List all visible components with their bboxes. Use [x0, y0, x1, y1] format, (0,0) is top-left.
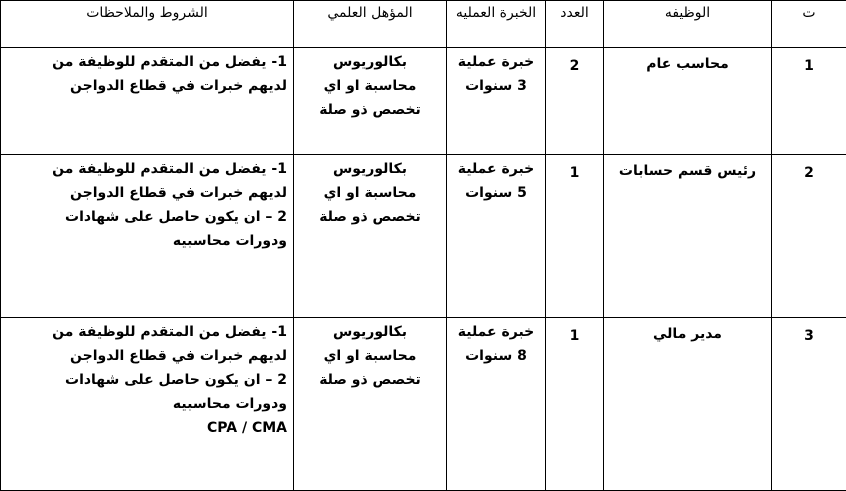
cell-job: رئيس قسم حسابات [604, 155, 772, 318]
notes-certifications: CPA / CMA [7, 416, 287, 440]
table-row [1, 155, 846, 318]
notes-line: 1- يفضل من المتقدم للوظيفة من [7, 157, 287, 181]
table-row [1, 48, 846, 155]
cell-job: مدير مالي [604, 318, 772, 491]
cell-qualification [294, 155, 447, 318]
qualification-line: محاسبة او اي [300, 344, 440, 368]
cell-index: 2 [772, 155, 846, 318]
qualification-line: محاسبة او اي [300, 181, 440, 205]
cell-index: 1 [772, 48, 846, 155]
notes-line: ودورات محاسبيه [7, 229, 287, 253]
cell-count: 1 [546, 318, 604, 491]
cell-index: 3 [772, 318, 846, 491]
header-index: ت [772, 1, 846, 48]
header-count: العدد [546, 1, 604, 48]
notes-line: 1- يفضل من المتقدم للوظيفة من [7, 50, 287, 74]
cell-count: 2 [546, 48, 604, 155]
experience-line: 5 سنوات [453, 181, 539, 205]
table-row [1, 318, 846, 491]
qualification-line: بكالوريوس [300, 157, 440, 181]
experience-line: 8 سنوات [453, 344, 539, 368]
cell-notes [1, 48, 294, 155]
header-job: الوظيفه [604, 1, 772, 48]
cell-count: 1 [546, 155, 604, 318]
qualification-line: بكالوريوس [300, 50, 440, 74]
experience-line: خبرة عملية [453, 320, 539, 344]
header-row [1, 1, 846, 48]
cell-job: محاسب عام [604, 48, 772, 155]
notes-line: 2 – ان يكون حاصل على شهادات [7, 205, 287, 229]
cell-experience [447, 48, 546, 155]
qualification-line: محاسبة او اي [300, 74, 440, 98]
header-experience: الخبرة العمليه [447, 1, 546, 48]
notes-line: 1- يفضل من المتقدم للوظيفة من [7, 320, 287, 344]
cell-qualification [294, 318, 447, 491]
experience-line: 3 سنوات [453, 74, 539, 98]
experience-line: خبرة عملية [453, 50, 539, 74]
cell-notes [1, 318, 294, 491]
notes-line: لديهم خبرات في قطاع الدواجن [7, 344, 287, 368]
cell-qualification [294, 48, 447, 155]
qualification-line: تخصص ذو صلة [300, 368, 440, 392]
notes-line: لديهم خبرات في قطاع الدواجن [7, 181, 287, 205]
header-qualification: المؤهل العلمي [294, 1, 447, 48]
cell-notes [1, 155, 294, 318]
cell-experience [447, 155, 546, 318]
qualification-line: بكالوريوس [300, 320, 440, 344]
notes-line: ودورات محاسبيه [7, 392, 287, 416]
notes-line: 2 – ان يكون حاصل على شهادات [7, 368, 287, 392]
notes-line: لديهم خبرات في قطاع الدواجن [7, 74, 287, 98]
cell-experience [447, 318, 546, 491]
header-notes: الشروط والملاحظات [1, 1, 294, 48]
qualification-line: تخصص ذو صلة [300, 205, 440, 229]
qualification-line: تخصص ذو صلة [300, 98, 440, 122]
experience-line: خبرة عملية [453, 157, 539, 181]
